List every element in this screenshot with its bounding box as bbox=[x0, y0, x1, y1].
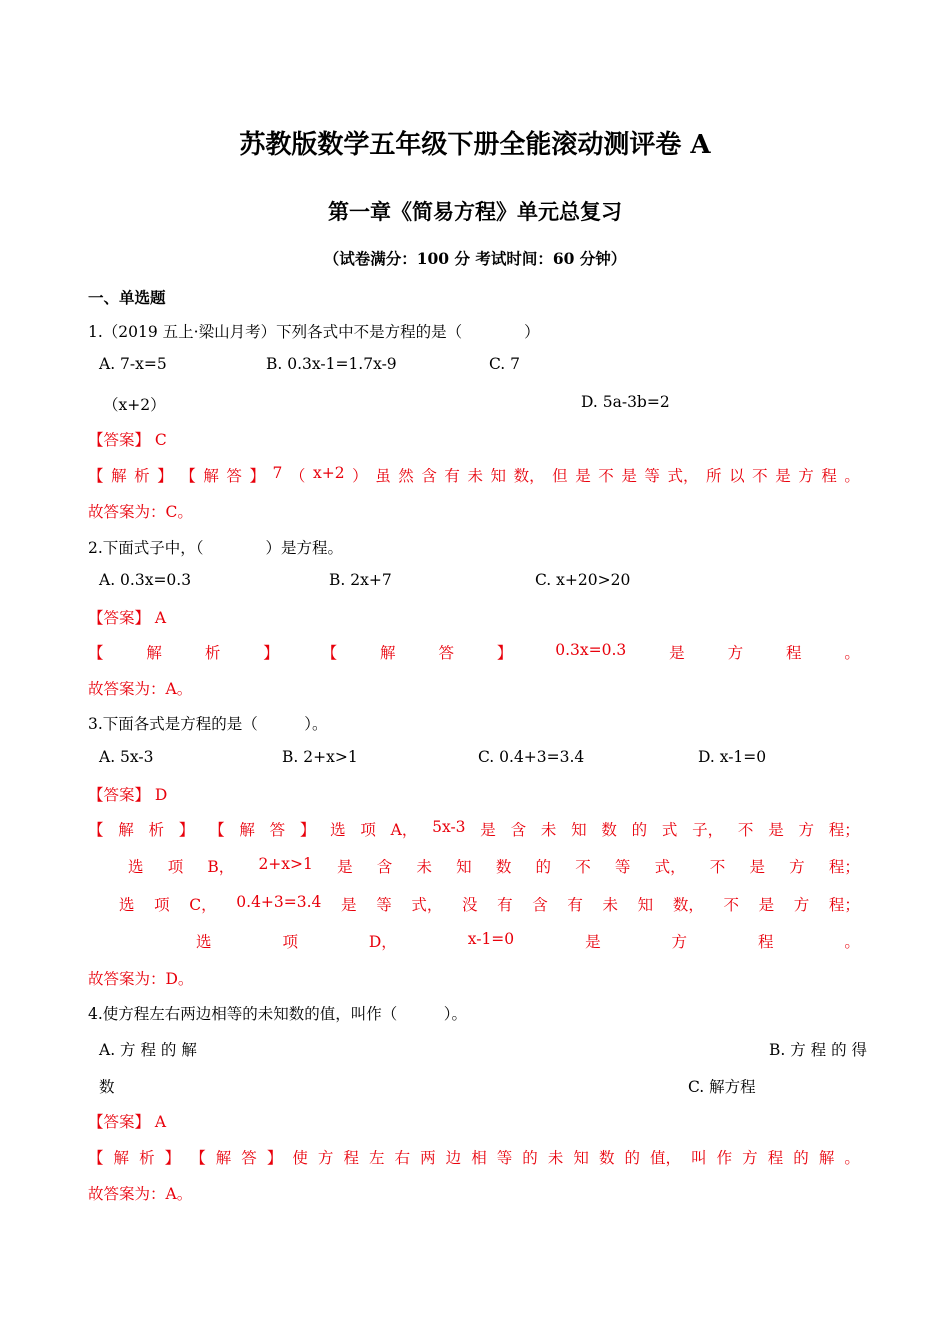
question-2-option-b: B. 2x+7 bbox=[329, 571, 392, 589]
question-4-option-b: B. 方 程 的 得 bbox=[769, 1041, 868, 1059]
analysis-token: 程； bbox=[828, 896, 860, 914]
analysis-token: 程 bbox=[343, 1149, 359, 1167]
question-3-option-d: D. x-1=0 bbox=[698, 748, 767, 766]
analysis-token: 。 bbox=[844, 467, 860, 485]
analysis-token: 程 bbox=[821, 467, 837, 485]
analysis-token: 2+x>1 bbox=[258, 855, 313, 873]
question-3-analysis-line-3 bbox=[119, 893, 860, 915]
analysis-token: 答 bbox=[438, 644, 454, 662]
analysis-token: 相 bbox=[471, 1149, 487, 1167]
analysis-token: 。 bbox=[844, 644, 860, 662]
question-1-stem: 1.（2019 五上·梁山月考）下列各式中不是方程的是（ ） bbox=[88, 323, 540, 341]
analysis-token: 程； bbox=[828, 821, 860, 839]
analysis-token: x-1=0 bbox=[467, 930, 515, 948]
question-1-answer: 【答案】 C bbox=[88, 431, 167, 449]
question-1-option-a: A. 7-x=5 bbox=[99, 355, 167, 373]
question-3-conclusion: 故答案为：D。 bbox=[88, 970, 194, 988]
section-heading: 一、单选题 bbox=[88, 288, 166, 307]
analysis-token: 含 bbox=[376, 858, 393, 876]
analysis-token: 式， bbox=[411, 896, 443, 914]
analysis-token: 】 bbox=[263, 644, 279, 662]
analysis-token: 方 bbox=[798, 467, 814, 485]
analysis-token: 不 bbox=[709, 858, 726, 876]
analysis-token: 【 bbox=[88, 821, 104, 839]
analysis-token: 项 bbox=[167, 858, 184, 876]
analysis-token: 解 bbox=[118, 821, 134, 839]
analysis-token: 式， bbox=[654, 858, 686, 876]
analysis-token: 数， bbox=[672, 896, 704, 914]
question-3-analysis-line-2 bbox=[128, 855, 860, 877]
analysis-token: 选 bbox=[330, 821, 346, 839]
question-3-option-c: C. 0.4+3=3.4 bbox=[478, 748, 585, 766]
question-4-answer: 【答案】 A bbox=[88, 1113, 167, 1131]
analysis-token: 程 bbox=[757, 933, 774, 951]
analysis-token: 以 bbox=[729, 467, 745, 485]
analysis-token: 解 bbox=[113, 1149, 130, 1167]
analysis-token: 方 bbox=[793, 896, 810, 914]
analysis-token: 两 bbox=[420, 1149, 436, 1167]
analysis-token: 答 bbox=[241, 1149, 257, 1167]
analysis-token: 0.4+3=3.4 bbox=[236, 893, 322, 911]
analysis-token: 含 bbox=[510, 821, 527, 839]
analysis-token: 没 bbox=[461, 896, 478, 914]
analysis-token: 解 bbox=[146, 644, 162, 662]
question-2-option-c: C. x+20>20 bbox=[535, 571, 631, 589]
analysis-token: 有 bbox=[567, 896, 583, 914]
analysis-token: 不 bbox=[737, 821, 754, 839]
question-1-conclusion: 故答案为：C。 bbox=[88, 503, 193, 521]
analysis-token: 解 bbox=[215, 1149, 232, 1167]
analysis-token: 数 bbox=[601, 821, 617, 839]
analysis-token: 方 bbox=[789, 858, 805, 876]
analysis-token: 】 bbox=[266, 1149, 283, 1167]
analysis-token: 知 bbox=[637, 896, 654, 914]
analysis-token: 】 bbox=[157, 467, 173, 485]
analysis-token: 】 bbox=[164, 1149, 181, 1167]
analysis-token: 】 bbox=[178, 821, 195, 839]
analysis-token: 是 bbox=[480, 821, 496, 839]
analysis-token: 【 bbox=[88, 467, 104, 485]
analysis-token: 】 bbox=[249, 467, 265, 485]
analysis-token: 的 bbox=[793, 1149, 809, 1167]
analysis-token: 解 bbox=[111, 467, 127, 485]
analysis-token: 是 bbox=[749, 858, 765, 876]
analysis-token: C， bbox=[189, 896, 217, 914]
analysis-token: 【 bbox=[190, 1149, 206, 1167]
analysis-token: 不 bbox=[723, 896, 739, 914]
question-4-conclusion: 故答案为：A。 bbox=[88, 1185, 193, 1203]
analysis-token: 的 bbox=[535, 858, 552, 876]
analysis-token: 解 bbox=[380, 644, 396, 662]
analysis-token: 是 bbox=[575, 467, 591, 485]
analysis-token: 但 bbox=[552, 467, 568, 485]
analysis-token: 数， bbox=[513, 467, 545, 485]
question-4-stem: 4.使方程左右两边相等的未知数的值，叫作（ ）。 bbox=[88, 1005, 468, 1023]
analysis-token: 程 bbox=[767, 1149, 784, 1167]
analysis-token: 程； bbox=[828, 858, 860, 876]
question-2-conclusion: 故答案为：A。 bbox=[88, 680, 193, 698]
analysis-token: 解 bbox=[818, 1149, 835, 1167]
analysis-token: 值， bbox=[650, 1149, 682, 1167]
analysis-token: 左 bbox=[369, 1149, 385, 1167]
analysis-token: 0.3x=0.3 bbox=[555, 641, 627, 659]
analysis-token: 【 bbox=[321, 644, 338, 662]
analysis-token: 叫 bbox=[691, 1149, 707, 1167]
question-3-stem: 3.下面各式是方程的是（ ）。 bbox=[88, 715, 328, 733]
analysis-token: 方 bbox=[798, 821, 814, 839]
analysis-token: 【 bbox=[88, 1149, 104, 1167]
analysis-token: 有 bbox=[444, 467, 460, 485]
analysis-token: 方 bbox=[742, 1149, 758, 1167]
analysis-token: 方 bbox=[727, 644, 744, 662]
analysis-token: 析 bbox=[204, 644, 221, 662]
analysis-token: 所 bbox=[706, 467, 722, 485]
analysis-token: 含 bbox=[421, 467, 437, 485]
analysis-token: 作 bbox=[716, 1149, 733, 1167]
analysis-token: 是 bbox=[621, 467, 637, 485]
analysis-token: 项 bbox=[360, 821, 376, 839]
analysis-token: 的 bbox=[522, 1149, 538, 1167]
analysis-token: 析 bbox=[134, 467, 150, 485]
analysis-token: 答 bbox=[269, 821, 286, 839]
analysis-token: 不 bbox=[598, 467, 614, 485]
analysis-token: 含 bbox=[532, 896, 548, 914]
analysis-token: A， bbox=[390, 821, 418, 839]
analysis-token: 数 bbox=[495, 858, 512, 876]
analysis-token: （ bbox=[289, 467, 306, 485]
question-2-analysis bbox=[88, 641, 860, 663]
analysis-token: 知 bbox=[456, 858, 472, 876]
analysis-token: 析 bbox=[148, 821, 165, 839]
analysis-token: 是 bbox=[758, 896, 775, 914]
analysis-token: D， bbox=[368, 933, 397, 951]
question-4-option-c: C. 解方程 bbox=[688, 1078, 756, 1096]
analysis-token: 选 bbox=[128, 858, 144, 876]
analysis-token: 】 bbox=[299, 821, 316, 839]
analysis-token: 知 bbox=[490, 467, 507, 485]
question-2-answer: 【答案】 A bbox=[88, 609, 167, 627]
analysis-token: 项 bbox=[154, 896, 170, 914]
analysis-token: 选 bbox=[119, 896, 135, 914]
exam-info: （试卷满分：100 分 考试时间：60 分钟） bbox=[323, 249, 627, 268]
question-1-option-c-cont: （x+2） bbox=[103, 396, 166, 414]
analysis-token: 。 bbox=[844, 1149, 860, 1167]
analysis-token: 是 bbox=[337, 858, 353, 876]
analysis-token: 等 bbox=[496, 1149, 513, 1167]
analysis-token: 未 bbox=[602, 896, 619, 914]
analysis-token: 项 bbox=[282, 933, 298, 951]
analysis-token: 析 bbox=[139, 1149, 155, 1167]
question-1-analysis bbox=[88, 464, 860, 486]
analysis-token: 式， bbox=[667, 467, 699, 485]
question-3-analysis-line-1 bbox=[88, 818, 860, 840]
analysis-token: 等 bbox=[644, 467, 660, 485]
analysis-token: 未 bbox=[416, 858, 432, 876]
analysis-token: 【 bbox=[88, 644, 104, 662]
question-1-option-b: B. 0.3x-1=1.7x-9 bbox=[266, 355, 397, 373]
analysis-token: 有 bbox=[497, 896, 513, 914]
analysis-token: 不 bbox=[575, 858, 591, 876]
analysis-token: 边 bbox=[445, 1149, 462, 1167]
analysis-token: 是 bbox=[341, 896, 357, 914]
analysis-token: 5x-3 bbox=[432, 818, 466, 836]
question-4-option-b-cont: 数 bbox=[99, 1078, 115, 1096]
analysis-token: 【 bbox=[209, 821, 225, 839]
analysis-token: 未 bbox=[540, 821, 557, 839]
analysis-token: 知 bbox=[573, 1149, 589, 1167]
analysis-token: B， bbox=[207, 858, 235, 876]
analysis-token: 的 bbox=[631, 821, 648, 839]
analysis-token: 使 bbox=[292, 1149, 308, 1167]
analysis-token: 是 bbox=[669, 644, 685, 662]
page-title: 苏教版数学五年级下册全能滚动测评卷 A bbox=[239, 130, 711, 160]
analysis-token: 7 bbox=[272, 464, 283, 482]
analysis-token: 未 bbox=[547, 1149, 564, 1167]
analysis-token: 是 bbox=[768, 821, 784, 839]
analysis-token: 方 bbox=[317, 1149, 334, 1167]
analysis-token: ） bbox=[352, 467, 368, 485]
question-2-stem: 2.下面式子中，（ ）是方程。 bbox=[88, 539, 344, 557]
analysis-token: 】 bbox=[496, 644, 513, 662]
analysis-token: 未 bbox=[467, 467, 483, 485]
analysis-token: 子， bbox=[692, 821, 724, 839]
analysis-token: 是 bbox=[585, 933, 601, 951]
question-1-option-d: D. 5a-3b=2 bbox=[581, 393, 670, 411]
analysis-token: 式 bbox=[661, 821, 678, 839]
analysis-token: 不 bbox=[752, 467, 768, 485]
analysis-token: 解 bbox=[203, 467, 219, 485]
question-4-option-a: A. 方 程 的 解 bbox=[99, 1041, 197, 1059]
question-3-option-b: B. 2+x>1 bbox=[282, 748, 358, 766]
analysis-token: 方 bbox=[671, 933, 688, 951]
analysis-token: 。 bbox=[844, 933, 860, 951]
analysis-token: 数 bbox=[598, 1149, 615, 1167]
question-3-analysis-line-4 bbox=[196, 930, 860, 952]
question-4-analysis bbox=[88, 1146, 860, 1168]
page-subtitle: 第一章《简易方程》单元总复习 bbox=[328, 199, 622, 224]
analysis-token: 等 bbox=[614, 858, 631, 876]
question-1-option-c: C. 7 bbox=[489, 355, 521, 373]
analysis-token: 是 bbox=[775, 467, 791, 485]
analysis-token: 程 bbox=[785, 644, 802, 662]
analysis-token: 的 bbox=[624, 1149, 640, 1167]
analysis-token: 答 bbox=[226, 467, 242, 485]
analysis-token: 【 bbox=[180, 467, 196, 485]
question-2-option-a: A. 0.3x=0.3 bbox=[99, 571, 192, 589]
analysis-token: 知 bbox=[571, 821, 587, 839]
analysis-token: 解 bbox=[239, 821, 255, 839]
question-3-answer: 【答案】 D bbox=[88, 786, 168, 804]
analysis-token: 等 bbox=[376, 896, 392, 914]
analysis-token: 然 bbox=[398, 467, 414, 485]
question-3-option-a: A. 5x-3 bbox=[99, 748, 154, 766]
analysis-token: x+2 bbox=[312, 464, 345, 482]
analysis-token: 虽 bbox=[375, 467, 391, 485]
analysis-token: 右 bbox=[394, 1149, 411, 1167]
analysis-token: 选 bbox=[196, 933, 212, 951]
